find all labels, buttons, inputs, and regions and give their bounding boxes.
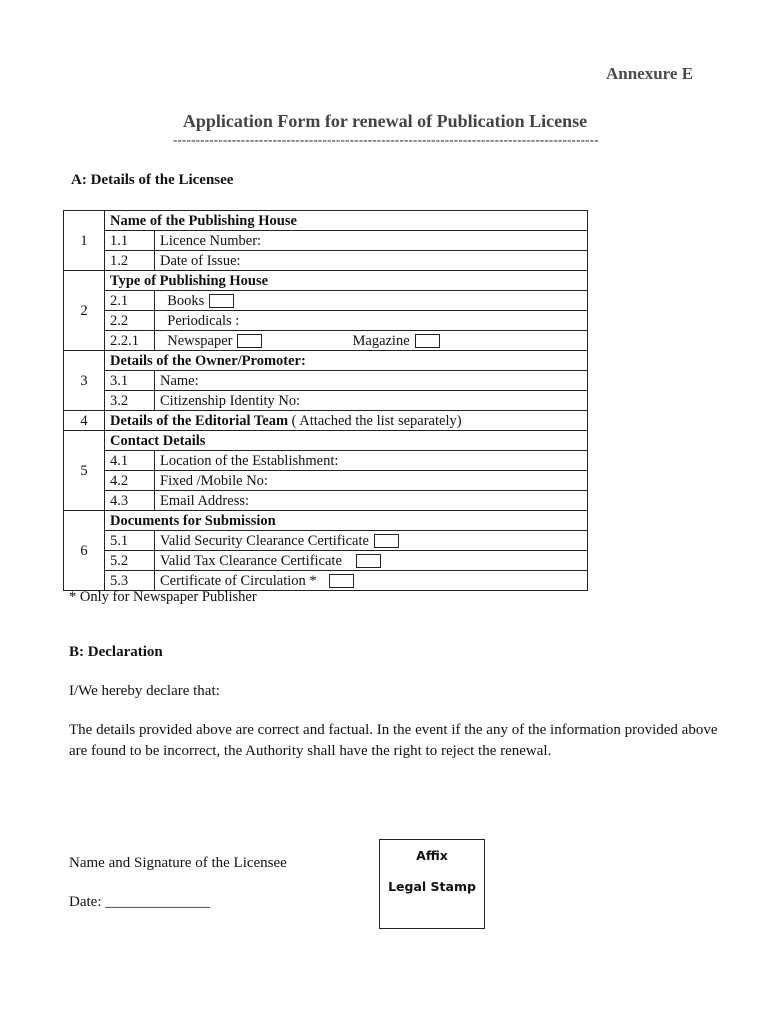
licence-number-field[interactable]: Licence Number: <box>155 231 588 251</box>
form-title: Application Form for renewal of Publication License <box>182 111 588 131</box>
item-number: 2.2.1 <box>105 331 155 351</box>
circulation-certificate-label: Certificate of Circulation * <box>160 572 317 589</box>
footnote: * Only for Newspaper Publisher <box>69 589 257 605</box>
row-heading: Contact Details <box>105 431 588 451</box>
security-certificate-row <box>155 531 588 551</box>
phone-field[interactable]: Fixed /Mobile No: <box>155 471 588 491</box>
periodicals-row <box>155 311 588 331</box>
row-heading: Type of Publishing House <box>105 271 588 291</box>
stamp-line-legal-stamp: Legal Stamp <box>388 879 476 894</box>
item-number: 5.1 <box>105 531 155 551</box>
item-number: 3.2 <box>105 391 155 411</box>
declaration-text: The details provided above are correct and factual. In the event if the any of the information provided above are found to be incorrect, the Authority shall have the right to reject the renewal. <box>69 722 718 759</box>
newspaper-label: Newspaper <box>167 332 233 349</box>
table-row <box>64 551 588 571</box>
books-label: Books <box>167 292 205 309</box>
location-field[interactable]: Location of the Establishment: <box>155 451 588 471</box>
item-number: 4.3 <box>105 491 155 511</box>
table-row <box>64 411 588 431</box>
citizenship-id-field[interactable]: Citizenship Identity No: <box>155 391 588 411</box>
item-number: 5.3 <box>105 571 155 591</box>
group-number: 1 <box>64 211 105 271</box>
licensee-details-table <box>63 210 588 591</box>
magazine-checkbox[interactable] <box>415 334 440 348</box>
owner-name-field[interactable]: Name: <box>155 371 588 391</box>
item-number: 4.1 <box>105 451 155 471</box>
group-number: 6 <box>64 511 105 591</box>
table-row <box>64 391 588 411</box>
tax-certificate-label: Valid Tax Clearance Certificate <box>160 552 342 569</box>
date-field[interactable]: Date: ______________ <box>69 894 211 910</box>
row-heading: Details of the Editorial Team <box>110 412 289 429</box>
date-of-issue-field[interactable]: Date of Issue: <box>155 251 588 271</box>
row-heading: Documents for Submission <box>105 511 588 531</box>
declaration-intro: I/We hereby declare that: <box>69 683 220 699</box>
table-row <box>64 291 588 311</box>
table-row <box>64 531 588 551</box>
circulation-certificate-row <box>155 571 588 591</box>
table-row <box>64 491 588 511</box>
row-heading: Details of the Owner/Promoter: <box>105 351 588 371</box>
table-row <box>64 511 588 531</box>
table-row <box>64 431 588 451</box>
group-number: 2 <box>64 271 105 351</box>
email-field[interactable]: Email Address: <box>155 491 588 511</box>
table-row <box>64 271 588 291</box>
periodicals-label: Periodicals : <box>167 312 240 329</box>
annexure-label: Annexure E <box>606 64 694 83</box>
group-number: 3 <box>64 351 105 411</box>
group-number: 4 <box>64 411 105 431</box>
item-number: 4.2 <box>105 471 155 491</box>
periodical-type-row <box>155 331 588 351</box>
row-heading: Name of the Publishing House <box>105 211 588 231</box>
editorial-team-row <box>105 411 588 431</box>
table-row <box>64 351 588 371</box>
item-number: 1.1 <box>105 231 155 251</box>
tax-certificate-row <box>155 551 588 571</box>
magazine-label: Magazine <box>352 332 410 349</box>
table-row <box>64 571 588 591</box>
table-row <box>64 231 588 251</box>
row-note: ( Attached the list separately) <box>288 412 462 429</box>
group-number: 5 <box>64 431 105 511</box>
table-row <box>64 211 588 231</box>
security-certificate-label: Valid Security Clearance Certificate <box>160 532 369 549</box>
table-row <box>64 251 588 271</box>
table-row <box>64 371 588 391</box>
security-certificate-checkbox[interactable] <box>374 534 399 548</box>
item-number: 3.1 <box>105 371 155 391</box>
tax-certificate-checkbox[interactable] <box>356 554 381 568</box>
circulation-certificate-checkbox[interactable] <box>329 574 354 588</box>
section-b-heading: B: Declaration <box>69 644 163 660</box>
item-number: 5.2 <box>105 551 155 571</box>
legal-stamp-box <box>379 839 485 929</box>
table-row <box>64 471 588 491</box>
item-number: 2.1 <box>105 291 155 311</box>
signature-label: Name and Signature of the Licensee <box>69 855 287 871</box>
books-checkbox[interactable] <box>209 294 234 308</box>
stamp-line-affix: Affix <box>416 848 448 863</box>
table-row <box>64 451 588 471</box>
table-row <box>64 311 588 331</box>
books-row <box>155 291 588 311</box>
section-a-heading: A: Details of the Licensee <box>71 172 234 188</box>
newspaper-checkbox[interactable] <box>237 334 262 348</box>
item-number: 1.2 <box>105 251 155 271</box>
item-number: 2.2 <box>105 311 155 331</box>
table-row <box>64 331 588 351</box>
title-underline: ---------------------------------------------------------------------------------------------- <box>173 132 599 147</box>
